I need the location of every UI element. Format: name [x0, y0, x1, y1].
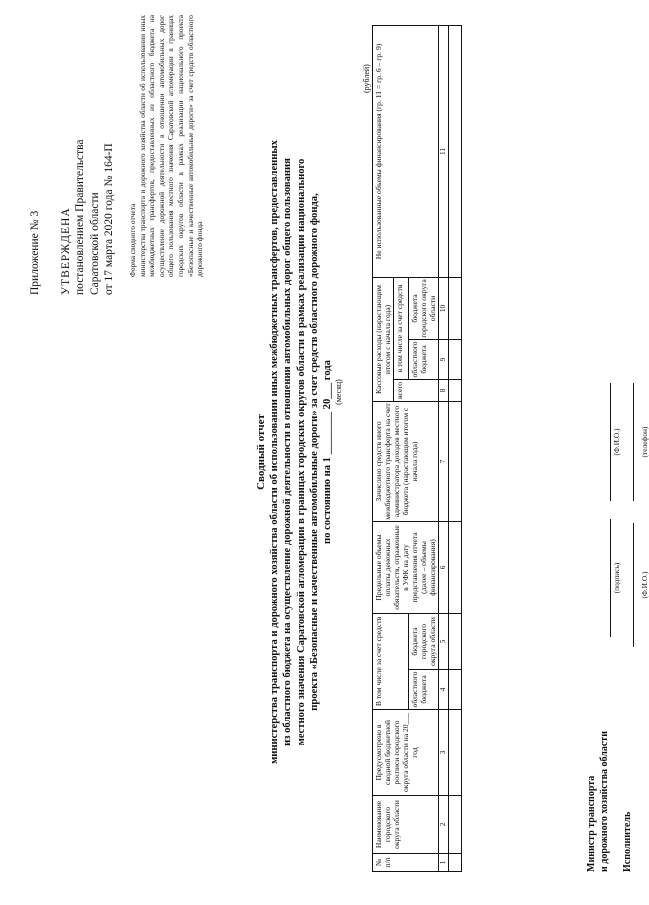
header-cash-district: бюджета городского округа области: [410, 279, 437, 338]
report-heading-line-4: проекта «Безопасные и качественные автомобильные дороги» за счет средств областного дорожного фонда,: [308, 193, 320, 711]
header-cash-regional: областного бюджета: [409, 339, 439, 379]
empty-cell: [449, 401, 462, 521]
header-planned: Предусмотрено в сводной бюджетной росписи городского округа области на 20___ год: [373, 710, 439, 796]
empty-cell: [449, 339, 462, 379]
column-number: 6: [439, 521, 449, 613]
report-heading-line-2: из областного бюджета на осуществление дорожной деятельности в отношении автомобильных дорог общего пользования: [282, 158, 294, 746]
empty-cell: [449, 710, 462, 796]
form-note-text: министерства транспорта и дорожного хозяйства области об использовании иных межбюджетных трансфертов, предоставленных из областного бюджета на осуществление дорожной деятельности в отношении автомобильных дорог общего пользования местного значения Саратовской агломерации в границах городских округов области в рамках реализации национального проекта «Безопасные и качественные автомобильные дороги» за счет средств областного дорожного фонда: [137, 15, 205, 277]
report-heading: [255, 37, 343, 867]
table-row: [449, 25, 462, 871]
column-number: 10: [439, 277, 449, 339]
column-number: 2: [439, 796, 449, 854]
header-cash-including: в том числе за счет средств: [394, 277, 409, 379]
empty-cell: [449, 854, 462, 872]
empty-cell: [449, 613, 462, 669]
report-heading-line-1: министерства транспорта и дорожного хозяйства области об использовании иных межбюджетных трансфертов, предоставленных: [269, 140, 281, 764]
minister-signature-block: [586, 731, 611, 872]
form-note: [128, 15, 205, 277]
empty-cell: [449, 277, 462, 339]
signature-caption: (подпись): [612, 562, 621, 594]
column-number: 8: [439, 379, 449, 401]
empty-cell: [449, 670, 462, 710]
header-cash-expenses: Кассовые расходы (нарастающим итогом с начала года): [373, 277, 394, 401]
executor-fio-line: [633, 523, 634, 647]
report-table: [372, 25, 462, 872]
report-title: Сводный отчет: [255, 414, 267, 490]
header-district-budget: бюджета городского округа области: [409, 613, 439, 669]
approval-stamp: УТВЕРЖДЕНА: [59, 207, 72, 295]
column-number: 7: [439, 401, 449, 521]
header-district-name: Наименование городского округа области: [373, 796, 439, 854]
empty-cell: [449, 25, 462, 277]
units-label: (рублей): [362, 64, 371, 93]
empty-cell: [449, 379, 462, 401]
executor-fio-caption: (Ф.И.О.): [640, 571, 649, 599]
header-number: № п/п: [373, 854, 439, 872]
empty-cell: [449, 521, 462, 613]
header-including-sources: В том числе за счет средств: [373, 613, 409, 709]
signature-line: [610, 519, 611, 637]
minister-title-line-2: и дорожного хозяйства области: [598, 731, 610, 872]
approval-block: [28, 5, 117, 295]
approval-line-1: постановлением Правительства: [74, 139, 86, 295]
phone-line: [633, 383, 634, 501]
report-heading-line-3: местного значения Саратовской агломерации в границах городских округов области в рамках реализации национального: [295, 158, 307, 746]
fio-line: [610, 383, 611, 501]
empty-cell: [449, 796, 462, 854]
column-number: 5: [439, 613, 449, 669]
header-regional-budget: областного бюджета: [409, 670, 439, 710]
header-credited: Зачислено средств иного межбюджетного трансферта на счет администратора доходов местного бюджета (нарастающим итогом с начала года): [373, 401, 439, 521]
header-cash-total: всего: [394, 379, 439, 401]
form-note-title: Форма сводного отчета: [128, 203, 137, 277]
approval-line-3: от 17 марта 2020 года № 164-П: [103, 143, 115, 295]
report-as-of: по состоянию на 1 ________ 20___ года: [322, 360, 334, 544]
phone-caption: (телефон): [640, 426, 649, 458]
column-number-row: [439, 25, 449, 871]
minister-title-line-1: Министр транспорта: [586, 775, 597, 872]
executor-label: Исполнитель: [622, 811, 633, 872]
column-number: 3: [439, 710, 449, 796]
fio-caption: (Ф.И.О.): [612, 428, 621, 456]
month-caption: (месяц): [334, 379, 344, 405]
column-number: 1: [439, 854, 449, 872]
column-number: 9: [439, 339, 449, 379]
approval-line-2: Саратовской области: [88, 192, 101, 295]
header-limit-volumes: Предельные объемы оплаты денежных обязательств, отраженные в УФК на дату представления отчета (далее – объемы финансирования): [373, 521, 439, 613]
column-number: 11: [439, 25, 449, 277]
header-unused: Не использованные объемы финансирования (гр. 11 = гр. 6 – гр. 9): [373, 25, 439, 277]
appendix-label: Приложение № 3: [29, 210, 41, 295]
column-number: 4: [439, 670, 449, 710]
